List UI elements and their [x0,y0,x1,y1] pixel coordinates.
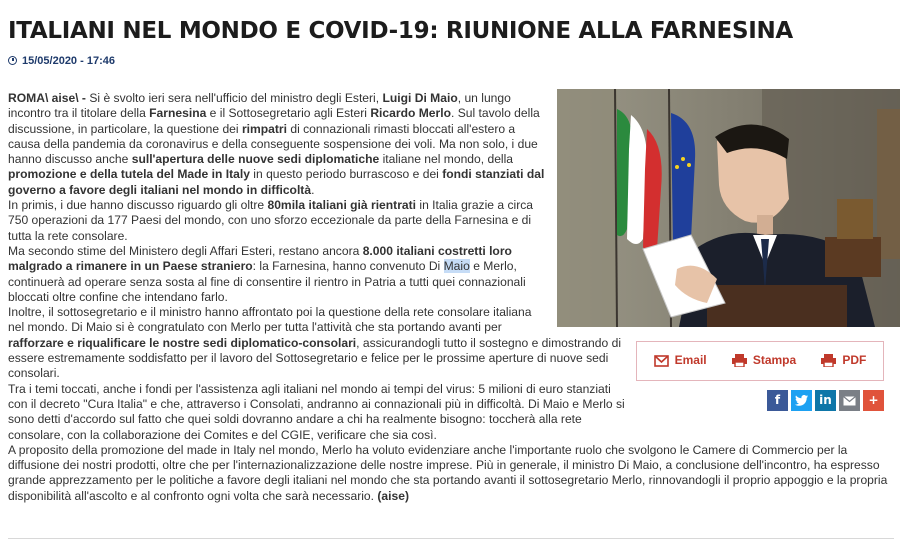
bold-run: 80mila italiani già rientrati [267,198,417,213]
article-title: ITALIANI NEL MONDO E COVID-19: RIUNIONE ALLA FARNESINA [8,18,793,44]
text-run: , assicurandogli tutto il sostegno e dimostrando di essere estremamente soddisfatto per il lavoro del Sottosegretario e felice per le prossime aperture di nuove sedi consolari. [8,335,622,381]
photo-illustration [557,89,900,327]
dateline: ROMA\ aise\ - [8,91,86,105]
paragraph-5: Tra i temi toccati, anche i fondi per l'assistenza agli italiani nel mondo ai tempi del virus: 5 milioni di euro stanziati con il decreto "Cura Italia" e che, attraverso i Consolati, andranno ai connazionali più in difficoltà. Di Maio e Merlo si sono detti d'accordo sul fatto che quei soldi dovranno andare a chi ha realmente bisogno: toccherà alla rete consolare, con la collaborazione dei Comites e del CGIE, verificare che sia così. [8,381,625,442]
clock-icon [8,56,17,65]
text-run: Inoltre, il sottosegretario e il ministro hanno affrontato poi la questione della rete consolare italiana nel mondo. Di Maio si è congratulato con Merlo per tutta l'attività che sta portando avanti per [8,305,532,335]
facebook-icon[interactable]: f [767,390,788,411]
paragraph-6 [8,443,887,503]
text-run: in questo periodo burrascoso e dei [249,167,443,182]
paragraph-2 [8,198,533,243]
text-run: . Sul tavolo della discussione, in particolare, la questione dei [8,106,540,136]
text-run: in Italia grazie a circa 750 operazioni da 177 Paesi del mondo, con uno sforzo eccezionale da parte della Farnesina e di tutta la rete consolare. [8,198,533,243]
date-text: 15/05/2020 - 17:46 [22,55,115,67]
email-label: Email [674,353,707,368]
bold-run: sull'apertura delle nuove sedi diplomatiche [131,152,380,167]
print-link[interactable] [732,353,796,368]
text-run: e Merlo, continuerà ad operare senza sosta al fine di consentire il rientro in Patria a tutti quei connazionali bloccati oltre confine che intendano farlo. [8,259,526,304]
bold-run: Luigi Di Maio [382,91,458,105]
share-tools [636,341,884,411]
text-run: italiane nel mondo, della [379,152,514,167]
envelope-share-icon[interactable] [839,390,860,411]
text-run: Si è svolto ieri sera nell'ufficio del ministro degli Esteri, [85,91,383,105]
bold-run: rimpatri [241,121,287,136]
text-run: In primis, i due hanno discusso riguardo gli oltre [8,198,268,213]
linkedin-icon[interactable]: in [815,390,836,411]
bold-run: fondi stanziati dal governo a favore degli italiani nel mondo in difficoltà [8,167,545,197]
bold-run: Ricardo Merlo [370,106,451,121]
bold-run: promozione e della tutela del Made in Italy [8,167,250,182]
text-run: , un lungo incontro tra il titolare della [8,91,511,121]
article-body [8,91,894,504]
text-run: : la Farnesina, hanno convenuto Di [252,259,444,274]
bold-run: Farnesina [149,106,207,121]
social-share-bar [636,390,884,411]
pdf-printer-icon [821,354,836,367]
email-link[interactable] [654,353,707,368]
paragraph-4 [8,305,621,380]
bold-run: 8.000 italiani costretti loro malgrado a rimanere in un Paese straniero [8,243,512,274]
selected-text[interactable]: Maio [443,259,470,274]
bottom-divider [8,538,894,539]
paragraph-1 [8,91,544,197]
article-date [8,55,115,67]
printer-icon [732,354,747,367]
text-run: e il Sottosegretario agli Esteri [206,106,371,121]
text-run: . [311,182,315,197]
text-run: di connazionali rimasti bloccati all'estero a causa della pandemia da coronavirus e della conseguente sospensione dei voli. Ma non solo, i due hanno discusso anche [8,121,538,167]
paragraph-3 [8,244,526,304]
bold-run: rafforzare e riqualificare le nostre sedi diplomatico-consolari [8,335,357,350]
text-run: Ma secondo stime del Ministero degli Affari Esteri, restano ancora [8,243,363,258]
text-run: A proposito della promozione del made in Italy nel mondo, Merlo ha voluto evidenziare anche l'importante ruolo che svolgono le Camere di Commercio per la diffusione dei nostri prodotti, oltre che per l'internazionalizzazione delle nostre imprese. Più in generale, il ministro Di Maio, a conclusione dell'incontro, ha espresso grande apprezzamento per le politiche a favore degli italiani nel mondo che sta portando avanti il sottosegretario Merlo, rinnovandogli il proprio appoggio e la propria disponibilità all'ascolto e al confronto ogni volta che sarà necessario. [8,442,888,503]
print-label: Stampa [752,353,797,368]
share-box [636,341,884,381]
pdf-label: PDF [842,353,867,368]
plus-icon[interactable]: + [863,390,884,411]
pdf-link[interactable] [821,353,866,368]
bold-run: (aise) [377,488,409,503]
envelope-icon [654,355,669,367]
twitter-icon[interactable] [791,390,812,411]
article-photo [557,89,900,327]
